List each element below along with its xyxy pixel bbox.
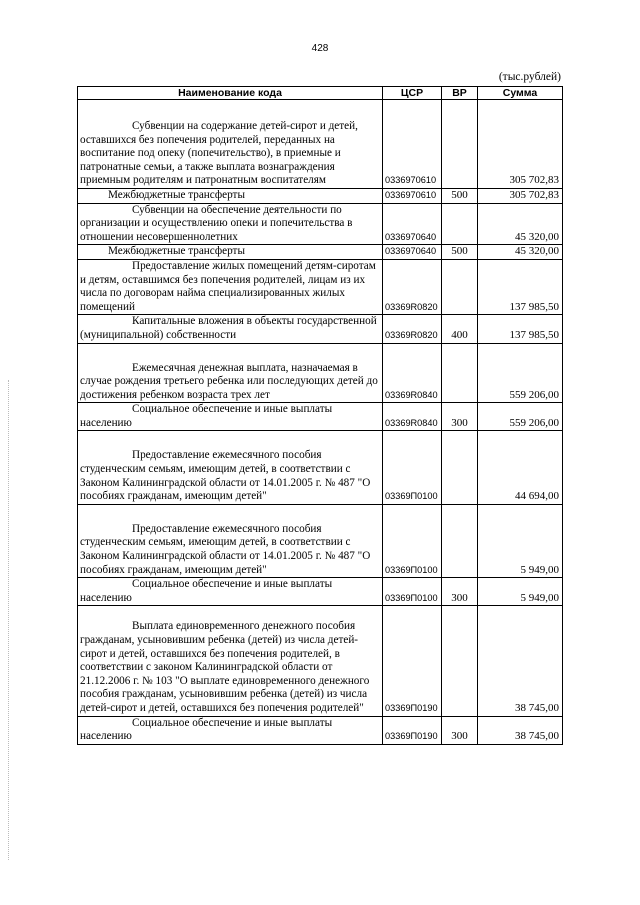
row-csr: 03369П0100 (383, 578, 442, 606)
header-vr: ВР (442, 87, 478, 100)
row-csr: 03369R0820 (383, 259, 442, 314)
row-name: Предоставление ежемесячного пособия студенческим семьям, имеющим детей, в соответствии с Законом Калининградской области от 14.01.2005 г. № 487 "О пособиях гражданам, имеющим детей" (78, 504, 383, 577)
header-name: Наименование кода (78, 87, 383, 100)
table-row (78, 504, 563, 577)
row-vr: 300 (442, 716, 478, 744)
row-vr: 300 (442, 403, 478, 431)
row-csr: 0336970610 (383, 100, 442, 189)
table-row (78, 431, 563, 504)
header-sum: Сумма (478, 87, 563, 100)
table-row (78, 188, 563, 203)
table-row (78, 259, 563, 314)
table-row (78, 403, 563, 431)
row-csr: 03369R0840 (383, 403, 442, 431)
row-name: Субвенции на обеспечение деятельности по организации и осуществлению опеки и попечительства в отношении несовершеннолетних (78, 203, 383, 245)
row-name: Межбюджетные трансферты (78, 245, 383, 260)
row-name: Капитальные вложения в объекты государственной (муниципальной) собственности (78, 315, 383, 343)
table-row (78, 245, 563, 260)
row-vr (442, 606, 478, 716)
row-name: Ежемесячная денежная выплата, назначаемая в случае рождения третьего ребенка или последующих детей до достижения ребенком возраста трех лет (78, 343, 383, 403)
row-vr (442, 259, 478, 314)
units-label: (тыс.рублей) (498, 71, 561, 83)
row-vr (442, 343, 478, 403)
row-vr: 500 (442, 245, 478, 260)
budget-table (77, 86, 563, 745)
row-name: Предоставление ежемесячного пособия студенческим семьям, имеющим детей, в соответствии с Законом Калининградской области от 14.01.2005 г. № 487 "О пособиях гражданам, имеющим детей" (78, 431, 383, 504)
row-sum: 38 745,00 (478, 606, 563, 716)
row-csr: 03369R0820 (383, 315, 442, 343)
row-name: Социальное обеспечение и иные выплаты населению (78, 403, 383, 431)
row-name: Межбюджетные трансферты (78, 188, 383, 203)
row-name: Субвенции на содержание детей-сирот и детей, оставшихся без попечения родителей, переданных на воспитание под опеку (попечительство), в приемные и патронатные семьи, а также выплата вознаграждения приемным родителям и патронатным воспитателям (78, 100, 383, 189)
row-csr: 03369П0190 (383, 606, 442, 716)
page-number: 428 (311, 43, 329, 54)
row-csr: 03369П0100 (383, 431, 442, 504)
header-csr: ЦСР (383, 87, 442, 100)
row-sum: 38 745,00 (478, 716, 563, 744)
row-sum: 5 949,00 (478, 578, 563, 606)
table-row (78, 203, 563, 245)
row-name: Предоставление жилых помещений детям-сиротам и детям, оставшимся без попечения родителей, лицам из их числа по договорам найма специализированных жилых помещений (78, 259, 383, 314)
row-csr: 0336970640 (383, 245, 442, 260)
row-sum: 5 949,00 (478, 504, 563, 577)
row-sum: 44 694,00 (478, 431, 563, 504)
table-row (78, 100, 563, 189)
row-sum: 45 320,00 (478, 245, 563, 260)
row-vr: 400 (442, 315, 478, 343)
row-sum: 559 206,00 (478, 403, 563, 431)
row-vr (442, 504, 478, 577)
row-csr: 03369R0840 (383, 343, 442, 403)
row-csr: 03369П0190 (383, 716, 442, 744)
table-header-row (78, 87, 563, 100)
row-vr: 300 (442, 578, 478, 606)
table-row (78, 606, 563, 716)
row-csr: 0336970640 (383, 203, 442, 245)
row-sum: 559 206,00 (478, 343, 563, 403)
margin-marks (8, 380, 11, 860)
row-vr (442, 100, 478, 189)
row-sum: 137 985,50 (478, 259, 563, 314)
row-vr (442, 203, 478, 245)
row-name: Социальное обеспечение и иные выплаты населению (78, 716, 383, 744)
row-vr (442, 431, 478, 504)
row-sum: 45 320,00 (478, 203, 563, 245)
row-vr: 500 (442, 188, 478, 203)
row-sum: 305 702,83 (478, 100, 563, 189)
row-csr: 0336970610 (383, 188, 442, 203)
table-row (78, 716, 563, 744)
table-row (78, 343, 563, 403)
table-row (78, 315, 563, 343)
row-name: Социальное обеспечение и иные выплаты населению (78, 578, 383, 606)
row-name: Выплата единовременного денежного пособия гражданам, усыновившим ребенка (детей) из числа детей-сирот и детей, оставшихся без попечения родителей, в соответствии с законом Калининградской области от 21.12.2006 г. № 103 "О выплате единовременного денежного пособия гражданам, усыновившим ребенка (детей) из числа детей-сирот и детей, оставшихся без попечения родителей" (78, 606, 383, 716)
row-sum: 305 702,83 (478, 188, 563, 203)
row-sum: 137 985,50 (478, 315, 563, 343)
row-csr: 03369П0100 (383, 504, 442, 577)
table-row (78, 578, 563, 606)
